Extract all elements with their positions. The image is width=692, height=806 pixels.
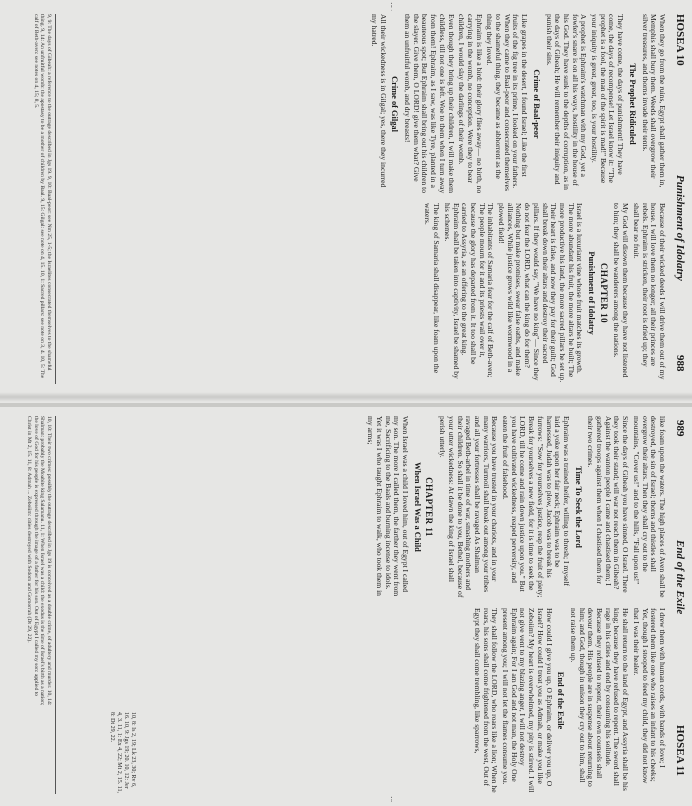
chapter-heading: CHAPTER 10 (598, 262, 609, 324)
center-header-right: End of the Exile (674, 540, 686, 615)
section-heading: The Prophet Ridiculed (627, 63, 637, 145)
verse-paragraph: How could I give you up, O Ephraim, or deliver you up, O Israel? How could I treat you as Admah, or make you like Zeboiim? My heart is overwhelmed, my pity is stirred. I will not give vent to my blazing anger, I will not destroy Ephraim again; For I am God and not man, the Holy One present among you; I will not let the flames consume you. (501, 608, 554, 793)
section-heading: Punishment of Idolatry (587, 251, 597, 335)
verse-paragraph: My God will disown them because they have not listened to him; they shall be wanderers among the nations. (612, 203, 631, 378)
column-2 (54, 203, 666, 383)
verse-paragraph: He shall return to the land of Egypt, and Assyria shall be his king; because they have refused to repent. The sword shall rage in his cities and end by consuming his solitude. Because they refused to repent, their own counsels shall devour them. His people are in suspense about returning to him; and God, though in unison they cry out to him, shall not raise them up. (568, 608, 631, 791)
section-heading: Time To Seek the Lord (573, 466, 583, 548)
verse-paragraph: The inhabitants of Samaria fear for the calf of Beth-aven; The people mourn for it and its priests wail over it, because the glory has departed from it. It too shall be carried to Assyria, as an offering to the great king. Ephraim shall be taken into captivity, Israel be shamed by his schemes. (442, 203, 496, 379)
margin-refs-left (391, 2, 392, 12)
page-gutter (0, 403, 692, 407)
verse-paragraph: They shall follow the LORD, who roars like a lion; When he roars, his sons shall come frightened from the west, Out of Egypt they shall come trembling, like sparrows, (472, 608, 500, 793)
verse-paragraph: The king of Samaria shall disappear, like foam upon the waters. (423, 203, 442, 374)
verse-paragraph: Like grapes in the desert, I found Israel; Like the first fruits of the fig tree in its prime, I looked on your fathers. When they came to Baal-peor and consecrated themselves to the shameful thing, they became as abhorrent as the thing they loved. (485, 14, 530, 191)
verse-paragraph: Because of their wicked deeds I will drive them out of my house. I will love them no longer; all their princes are rebels. Ephraim is stricken, their root is dried up; they shall bear no fruit. (631, 203, 667, 380)
verse-paragraph: Ephraim is like a bird: their glory flies away— no birth, no carrying in the womb, no conception. Were they to bear children, I would slay the darlings of their womb. (457, 14, 484, 194)
section-heading: Crime of Baal-peor (531, 69, 541, 139)
verse-paragraph: All their wickedness is in Gilgal; yes, there they incurred my hatred. (369, 14, 388, 188)
verse-paragraph: When they go from the ruins, Egypt shall gather them in, Memphis shall bury them. Weeds shall overgrow their silver treasures, and thorns invade their tents. (640, 14, 667, 188)
running-title-right: HOSEA 11 (674, 725, 686, 777)
section-heading: When Israel Was a Child (412, 462, 422, 552)
column-3 (54, 416, 666, 598)
running-title-left: HOSEA 10 (674, 14, 686, 66)
center-header-left: Punishment of Idolatry (674, 175, 686, 281)
verse-paragraph: Even though they bring up their children, I will make them childless, till not one is left. Woe to them when I turn away from them! Ephraim, as I saw, was like Tyre, planted in a beauteous spot; But Ephraim shall bring out his children to the slayer. Give them, O LORD! give them what? Give them an unfruitful womb, and dry breasts! (403, 14, 456, 194)
verse-paragraph: I drew them with human cords, with bands of love; I fostered them like one who raises an infant to his cheeks; Yet, though I stooped to feed my child, they did not know that I was their healer. (631, 608, 667, 784)
verse-paragraph: When Israel was a child I loved him, out of Egypt I called my son. The more I called them, the farther they went from me, Sacrificing to the Baals and burning incense to idols. Yet it was I who taught Ephraim to walk, who took them in my arms; (366, 416, 411, 597)
verse-paragraph: Israel is a luxuriant vine whose fruit matches its growth. The more abundant his fruit, the more altars he built; The more productive his land, the more sacred pillars he set up. Their heart is false, and now they pay for their guilt; God shall break down their altars and destroy their sacred pillars. If they would say, "We have no king"— Since they do not fear the LORD, what can the king do for them? Nothing but make promises, swear false oaths, and make alliances, While justice grows wild like wormwood in a plowed field! (497, 203, 585, 383)
section-heading: End of the Exile (556, 671, 566, 730)
verse-paragraph: like foam upon the waters. The high places of Aven shall be destroyed, the sin of Israel; thorns and thistles shall overgrow their altars. Then they shall cry out to the mountains, "Cover us!" and to the hills, "Fall upon us!" (631, 416, 667, 598)
column-4 (146, 608, 666, 793)
section-heading: Crime of Gilgal (390, 76, 400, 132)
page-number-right: 989 (674, 420, 686, 437)
chapter-heading: CHAPTER 11 (424, 477, 435, 537)
column-1 (54, 14, 666, 194)
margin-refs-right (391, 796, 392, 804)
verse-paragraph: Because you have trusted in your chariots, and in your many warriors, Turmoil shall break out among your tribes and all your fortresses shall be ravaged As Shalman ravaged Beth-arbel in time of war, smashing mothers and their children. So shall it be done to you, Bethel, because of your utter wickedness: At dawn the king of Israel shall perish utterly. (438, 416, 500, 598)
footnotes-right: 10, 10: Their two crimes: possibly the outrage described in Jgs 19 is conceived as a double crime, of adultery and murder. 10, 14: Shalman: probably the Moabite king Salamanu. 11, 1: When Israel was a child: the exodus is the time of Israel's birth as a nation; the love of God for his people is expressed through the image of a father for his son. Out of Egypt I called my son: applied to Christ in Mt 2, 15. 11, 8: Admah ... Zeboiim: cities destroyed with Sodom and Gomorrah (Dt 29, 22). (26, 416, 52, 706)
footnotes-left: 9, 9: The days of Gibeah: a reference to the outrage described in Jgs 19. 9, 10: Baal-peor: see Nm 25, 1-5; the Israelites consecrated themselves to the shameful thing. 9, 14: An unfruitful womb: the apostasy to be a mother of children by Baal. 9, 15: Gilgal: see note on 4, 15. 10, 1: Sacred pillars: see note on 3, 4. 10, 5: The calf of Beth-aven: see notes on 4, 15; 8, 5. (32, 14, 52, 379)
cross-references: 10, 8: Is 2, 19; Lk 23, 30; Rv 6, 16. 10, 9: Jgs 19; 20. 10, 12: Jer 4, 3. 11, 1: Ex 4, 22; Mt 2, 15. 11, 8: Dt 29, 22. (109, 712, 136, 794)
page-fold-shadow (0, 392, 692, 402)
verse-paragraph: They have come, the days of punishment! They have come, the days of recompense! Let Israel know it: "The prophet is a fool, the man of the spirit is mad!" Because your iniquity is great, great, too, is your hostility. (590, 14, 626, 184)
verse-paragraph: A prophet is Ephraim's watchman with my God, yet a fowler's snare is on all his ways, hostility in the house of his God. They have sunk to the depths of corruption, as in the days of Gibeah; He will remember their iniquity and punish their sins. (544, 14, 589, 190)
verse-paragraph: Since the days of Gibeah you have sinned, O Israel. There they took their stand; will war not reach them in Gibeah? Against the wanton people I came and chastised them; I gathered troops against them when I chastised them for their two crimes. (586, 416, 631, 593)
verse-paragraph: Ephraim was a trained heifer, willing to thresh; I myself laid a yoke upon her fair neck; Ephraim was to be harnessed, Judah was to plow, Jacob was to break his furrows: "Sow for yourselves justice, reap the fruit of piety; Break for yourselves a new field, for it is time to seek the LORD, till he come and rain down justice upon you." But you have cultivated wickedness, reaped perversity, and eaten the fruit of falsehood. (501, 416, 571, 598)
footnote-rule-left (55, 14, 56, 384)
page-number-left: 988 (674, 355, 686, 372)
